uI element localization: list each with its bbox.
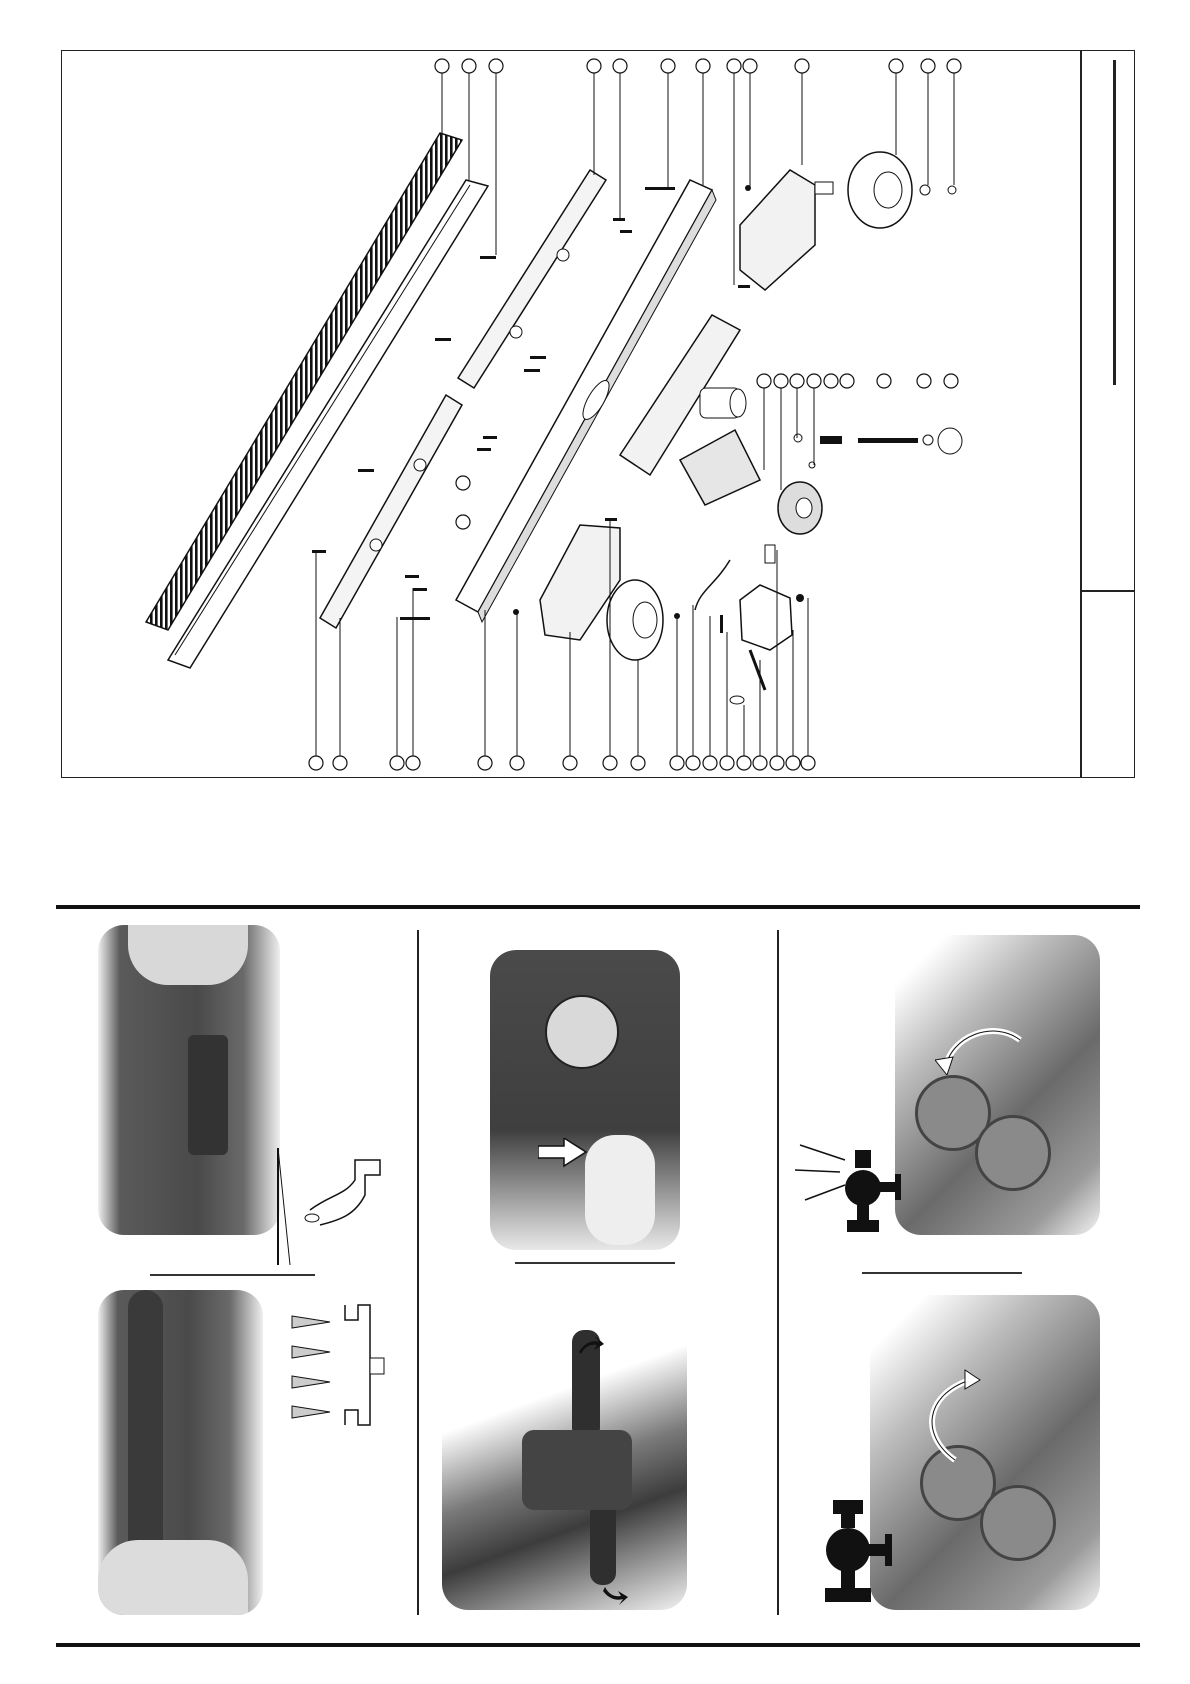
handle-lever-photo — [490, 950, 680, 1250]
brush-strip — [146, 133, 462, 630]
handle-rotate-photo — [442, 1290, 687, 1610]
blade-holder-lower — [320, 395, 462, 628]
axle-spring-assembly — [794, 428, 962, 468]
valve-open-icon — [795, 1140, 915, 1240]
section-rule-top — [56, 905, 1140, 909]
wheel-top — [848, 152, 956, 228]
column-divider-1 — [417, 930, 419, 1615]
brush-control-handle-photo — [98, 925, 280, 1235]
rotate-arrow-down-icon — [601, 1585, 629, 1607]
brush-pressure-icon — [290, 1300, 400, 1430]
valve-closed-icon — [815, 1500, 905, 1610]
brush-control-pressure-photo — [98, 1290, 263, 1615]
caption-rule-3 — [862, 1272, 1022, 1274]
wheel-middle — [778, 482, 822, 534]
callouts-bottom — [309, 756, 815, 770]
wheel-bottom — [607, 580, 663, 660]
caption-rule-2 — [515, 1262, 675, 1264]
motor-block-top — [740, 170, 833, 290]
pivot-body — [620, 315, 760, 505]
rotate-arrow-up-icon — [577, 1334, 605, 1356]
column-divider-2 — [777, 930, 779, 1615]
callouts-top — [435, 59, 961, 73]
caption-rule-1 — [150, 1274, 315, 1276]
section-rule-bottom — [56, 1643, 1140, 1647]
brush-head-icon — [270, 1140, 400, 1270]
blade-holder-upper — [458, 170, 606, 388]
exploded-parts-drawing — [0, 0, 1190, 790]
valve-open-photo — [895, 935, 1100, 1235]
